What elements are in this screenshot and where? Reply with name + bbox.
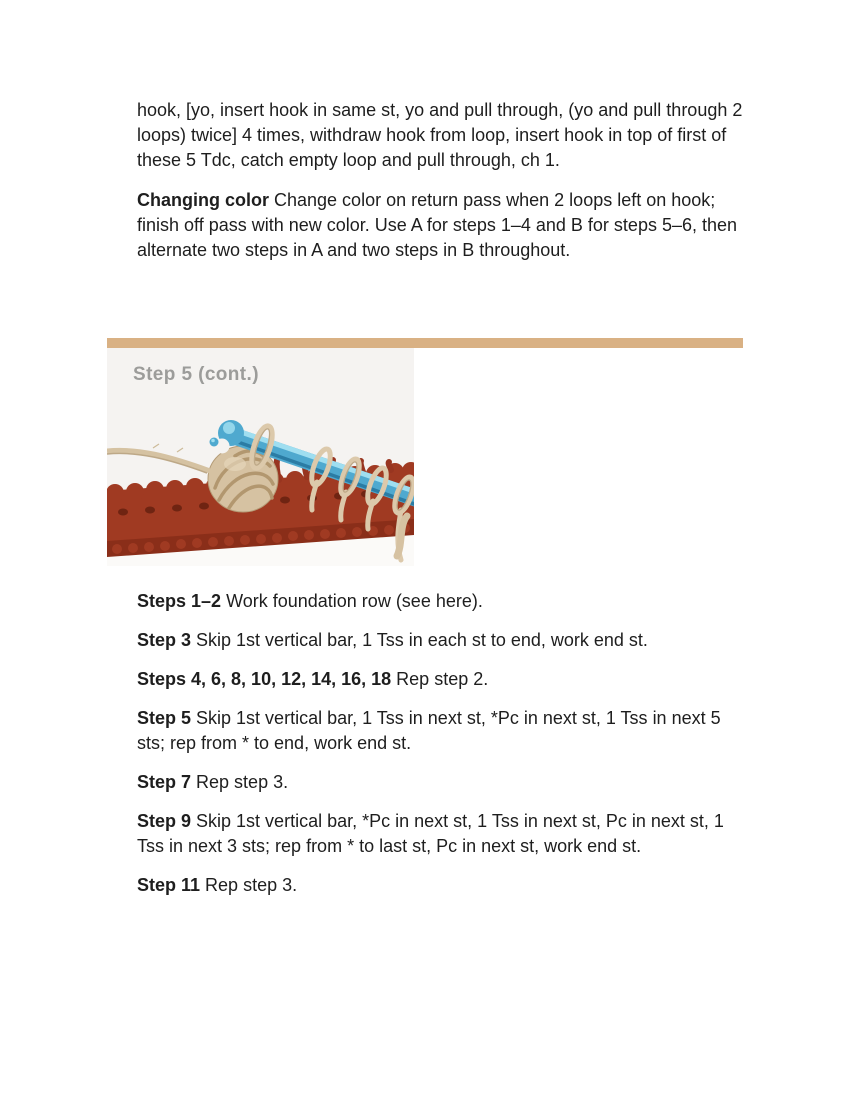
step-label: Step 9 bbox=[137, 811, 192, 831]
step-text: Rep step 3. bbox=[200, 875, 298, 895]
step-row bbox=[137, 667, 744, 692]
photo-caption: Step 5 (cont.) bbox=[133, 364, 259, 385]
step-row bbox=[137, 628, 744, 653]
step-photo bbox=[107, 348, 414, 566]
step-label: Step 3 bbox=[137, 630, 192, 650]
step-row bbox=[137, 770, 744, 795]
step-row bbox=[137, 706, 744, 756]
step-label: Steps 4, 6, 8, 10, 12, 14, 16, 18 bbox=[137, 669, 392, 689]
step-label: Step 5 bbox=[137, 708, 192, 728]
step-text: Skip 1st vertical bar, 1 Tss in each st to end, work end st. bbox=[191, 630, 648, 650]
step-row bbox=[137, 809, 744, 859]
changing-color-paragraph bbox=[137, 188, 744, 263]
step-row bbox=[137, 589, 744, 614]
paragraph-text: Change color on return pass when 2 loops left on hook; finish off pass with new color. Use A for steps 1–4 and B for steps 5–6, then alternate two steps in A and two steps in B throughout. bbox=[137, 190, 738, 260]
step-text: Skip 1st vertical bar, 1 Tss in next st, *Pc in next st, 1 Tss in next 5 sts; rep from * to end, work end st. bbox=[137, 708, 721, 753]
step-label: Step 11 bbox=[137, 875, 201, 895]
continuation-paragraph bbox=[137, 98, 744, 173]
paragraph-text: hook, [yo, insert hook in same st, yo and pull through, (yo and pull through 2 loops) twice] 4 times, withdraw hook from loop, insert hook in top of first of these 5 Tdc, catch empty loop and pull through, ch 1. bbox=[137, 100, 743, 170]
intro-text-block bbox=[137, 98, 744, 278]
steps-list bbox=[137, 589, 744, 912]
step-text: Rep step 3. bbox=[191, 772, 289, 792]
paragraph-lead: Changing color bbox=[137, 190, 269, 210]
step-text: Work foundation row (see here). bbox=[221, 591, 483, 611]
step-row bbox=[137, 873, 744, 898]
step-text: Skip 1st vertical bar, *Pc in next st, 1 Tss in next st, Pc in next st, 1 Tss in next 3 sts; rep from * to last st, Pc in next st, work end st. bbox=[137, 811, 724, 856]
step-label: Step 7 bbox=[137, 772, 192, 792]
section-accent-bar bbox=[107, 338, 743, 348]
step-text: Rep step 2. bbox=[391, 669, 489, 689]
step-label: Steps 1–2 bbox=[137, 591, 222, 611]
